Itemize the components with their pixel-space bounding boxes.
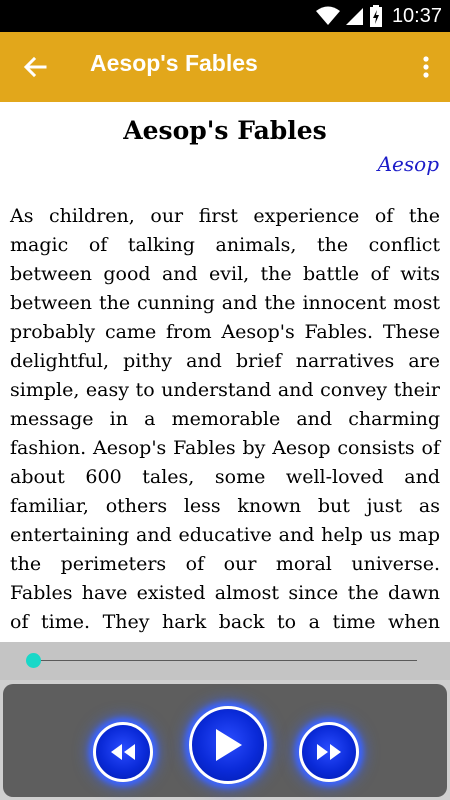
more-vert-icon [420,52,432,82]
wifi-icon [316,6,340,26]
back-button[interactable] [20,52,50,82]
rewind-button[interactable] [93,722,153,782]
overflow-menu-button[interactable] [420,52,432,82]
signal-icon [346,6,364,26]
status-bar [0,0,450,32]
rewind-icon [110,743,136,761]
app-title: Aesop's Fables [90,50,258,76]
seek-track[interactable] [33,660,417,661]
book-author: Aesop [377,152,439,176]
status-icons [316,0,442,32]
seek-thumb[interactable] [26,653,41,668]
reader-content[interactable] [0,102,450,642]
seek-bar[interactable] [0,642,450,680]
arrow-left-icon [20,52,50,82]
battery-charging-icon [370,5,382,27]
fast-forward-icon [316,743,342,761]
book-text: As children, our first experience of the magic of talking animals, the conflict between good and evil, the battle of wits between the cunning and the innocent most probably came from Aesop's Fables. These delightful, pithy and brief narratives are simple, easy to understand and convey their message in a memorable and charming fashion. Aesop's Fables by Aesop consists of about 600 tales, some well-loved and familiar, others less known but just as entertaining and educative and help us map the perimeters of our moral universe. Fables have existed almost since the dawn of time. They hark back to a time when [10,205,440,633]
app-bar [0,32,450,102]
play-icon [213,728,243,762]
play-button[interactable] [189,706,267,784]
book-title: Aesop's Fables [123,116,327,145]
fast-forward-button[interactable] [299,722,359,782]
player-controls [3,684,447,797]
player-panel [0,680,450,800]
status-time: 10:37 [391,4,442,27]
